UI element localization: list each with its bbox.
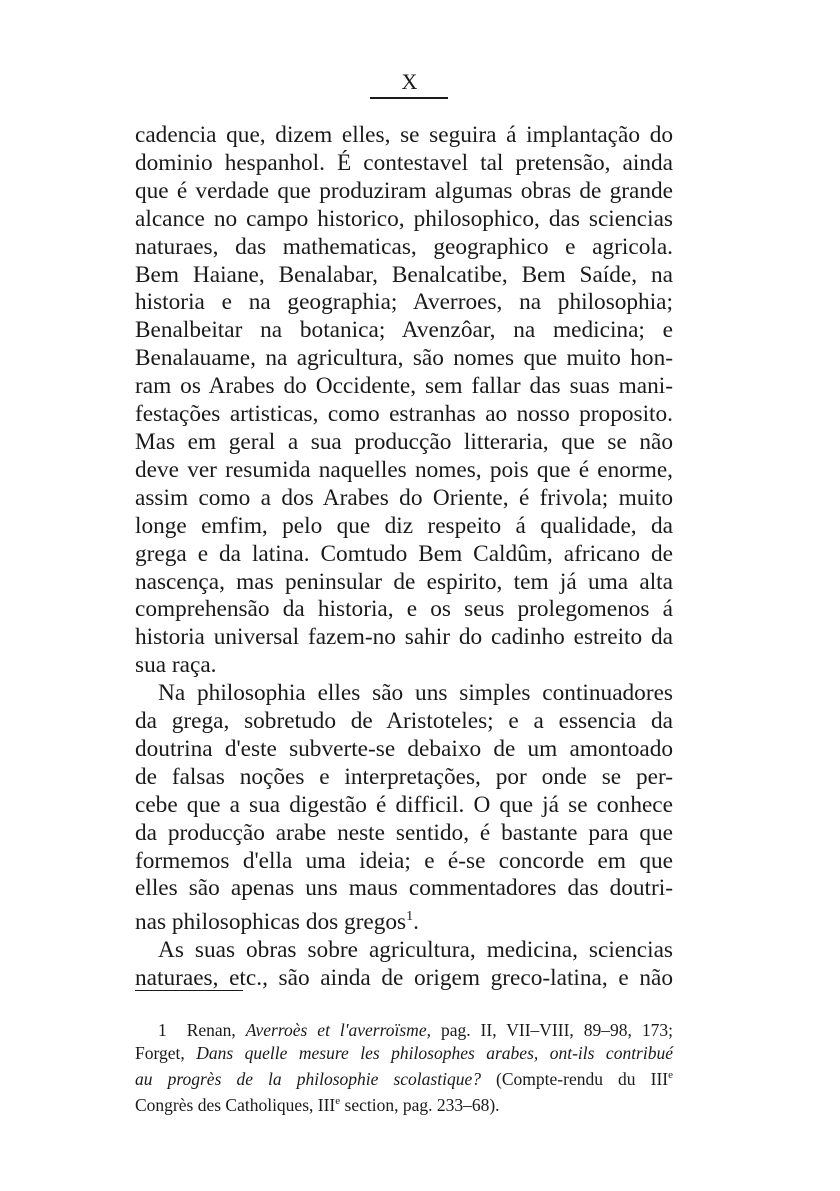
text-line: Benalbeitar na botanica; Avenzôar, na medicina; e [135,317,673,344]
footnote-rule [135,990,243,991]
footnote-sup: e [335,1095,341,1108]
text-line: cebe que a sua digestão é difficil. O que já se conhece [135,791,673,818]
text-line: formemos d'ella uma ideia; e é-se concorde em que [135,847,673,874]
text-line: que é verdade que produziram algumas obras de grande [135,177,673,204]
text-line: deve ver resumida naquelles nomes, pois que é enorme, [135,456,673,483]
footnote-text: section, pag. 233–68). [340,1095,500,1116]
page-number: X [401,69,419,94]
footnote-title: au progrès de la philosophie scolastique? [135,1068,481,1089]
text-line: sua raça. [135,652,217,679]
footnote-title: Dans quelle mesure les philosophes arabes, ont-ils contribué [196,1042,674,1063]
text-line: Bem Haiane, Benalabar, Benalcatibe, Bem Saíde, na [135,261,673,288]
text-line: dominio hespanhol. É contestavel tal pretensão, ainda [135,149,673,176]
text-line: Na philosophia elles são uns simples continuadores [158,680,673,707]
header-rule [370,97,448,99]
footnote-title: Averroès et l'averroïsme, [245,1020,431,1040]
text-line: naturaes, das mathematicas, geographico e agricola. [135,233,673,260]
text-line: comprehensão da historia, e os seus prolegomenos á [135,596,673,623]
text-line: de falsas noções e interpretações, por onde se per- [135,763,673,790]
text-line: alcance no campo historico, philosophico, das sciencias [135,205,673,232]
footnote [135,1019,673,1117]
footnote-reference: 1 [406,909,414,925]
text-line: As suas obras sobre agricultura, medicina, sciencias [158,937,673,964]
text-line: festações artisticas, como estranhas ao nosso proposito. [135,401,673,428]
text-line-with-footnote-ref [135,903,673,937]
text-line: elles são apenas uns maus commentadores das doutri- [135,875,673,902]
text-line: cadencia que, dizem elles, se seguira á implantação do [135,122,673,148]
text-line: historia universal fazem-no sahir do cadinho estreito da [135,624,673,651]
text-fragment: nas philosophicas dos gregos [135,909,407,936]
footnote-sup: e [668,1069,673,1081]
text-line: nascença, mas peninsular de espirito, tem já uma alta [135,568,673,595]
text-line: assim como a dos Arabes do Oriente, é frivola; muito [135,484,673,511]
text-line: Benalauame, na agricultura, são nomes que muito hon- [135,345,673,372]
footnote-author: Renan, [186,1020,246,1040]
footnote-line [135,1019,673,1042]
text-line: da producção arabe neste sentido, é bastante para que [135,819,673,846]
body-text [135,122,673,993]
text-line: historia e na geographia; Averroes, na philosophia; [135,289,673,316]
text-line: doutrina d'este subverte-se debaixo de um amontoado [135,735,673,762]
text-line: Mas em geral a sua producção litteraria, que se não [135,428,673,455]
footnote-line [135,1090,673,1116]
footnote-text: Congrès des Catholiques, III [135,1095,336,1116]
footnote-text: pag. II, VII–VIII, 89–98, 173; [430,1020,673,1040]
text-line: ram os Arabes do Occidente, sem fallar das suas mani- [135,373,673,400]
footnote-marker: 1 [158,1020,167,1040]
text-line: naturaes, etc., são ainda de origem greco-latina, e não [135,964,673,991]
footnote-text: (Compte-rendu du III [480,1068,669,1089]
text-line: grega e da latina. Comtudo Bem Caldûm, africano de [135,540,673,567]
footnote-line [135,1042,673,1065]
footnote-line [135,1064,673,1090]
text-fragment: . [413,909,419,936]
text-line: longe emfim, pelo que diz respeito á qualidade, da [135,512,673,539]
text-line: da grega, sobretudo de Aristoteles; e a essencia da [135,708,673,735]
footnote-author: Forget, [135,1042,197,1063]
